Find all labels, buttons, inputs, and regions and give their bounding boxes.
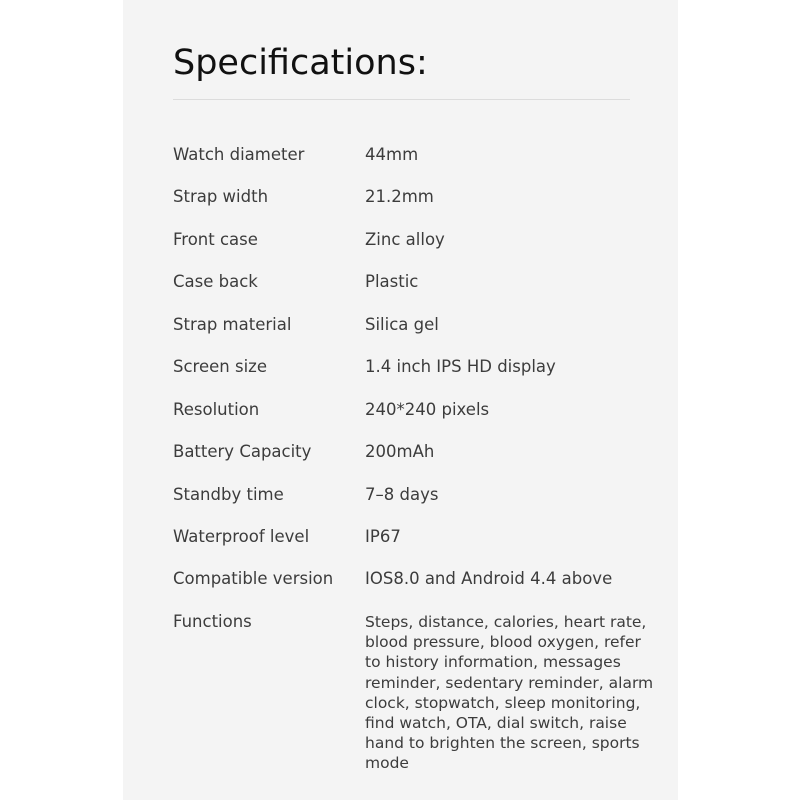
spec-value: 44mm <box>365 145 419 164</box>
spec-value: 21.2mm <box>365 187 434 206</box>
spec-label: Strap material <box>173 315 292 334</box>
spec-value: Silica gel <box>365 315 439 334</box>
page-title: Specifications: <box>173 43 428 83</box>
spec-value: Plastic <box>365 272 419 291</box>
title-divider <box>173 99 630 100</box>
spec-value: 240*240 pixels <box>365 400 490 419</box>
spec-value: Zinc alloy <box>365 230 445 249</box>
spec-label: Standby time <box>173 485 284 504</box>
spec-label: Functions <box>173 612 252 631</box>
spec-value: 7–8 days <box>365 485 439 504</box>
spec-label: Compatible version <box>173 569 334 588</box>
spec-value: 1.4 inch IPS HD display <box>365 357 556 376</box>
spec-label: Watch diameter <box>173 145 305 164</box>
spec-value: IOS8.0 and Android 4.4 above <box>365 569 613 588</box>
spec-label: Strap width <box>173 187 269 206</box>
spec-value: 200mAh <box>365 442 435 461</box>
spec-label: Resolution <box>173 400 260 419</box>
spec-value: IP67 <box>365 527 401 546</box>
spec-label: Battery Capacity <box>173 442 312 461</box>
spec-label: Front case <box>173 230 258 249</box>
spec-label: Screen size <box>173 357 267 376</box>
spec-label: Case back <box>173 272 258 291</box>
spec-value-functions: Steps, distance, calories, heart rate, blood pressure, blood oxygen, refer to history information, messages reminder, sedentary reminder, alarm clock, stopwatch, sleep monitoring, find watch, OTA, dial switch, raise hand to brighten the screen, sports mode <box>365 613 654 773</box>
spec-label: Waterproof level <box>173 527 310 546</box>
